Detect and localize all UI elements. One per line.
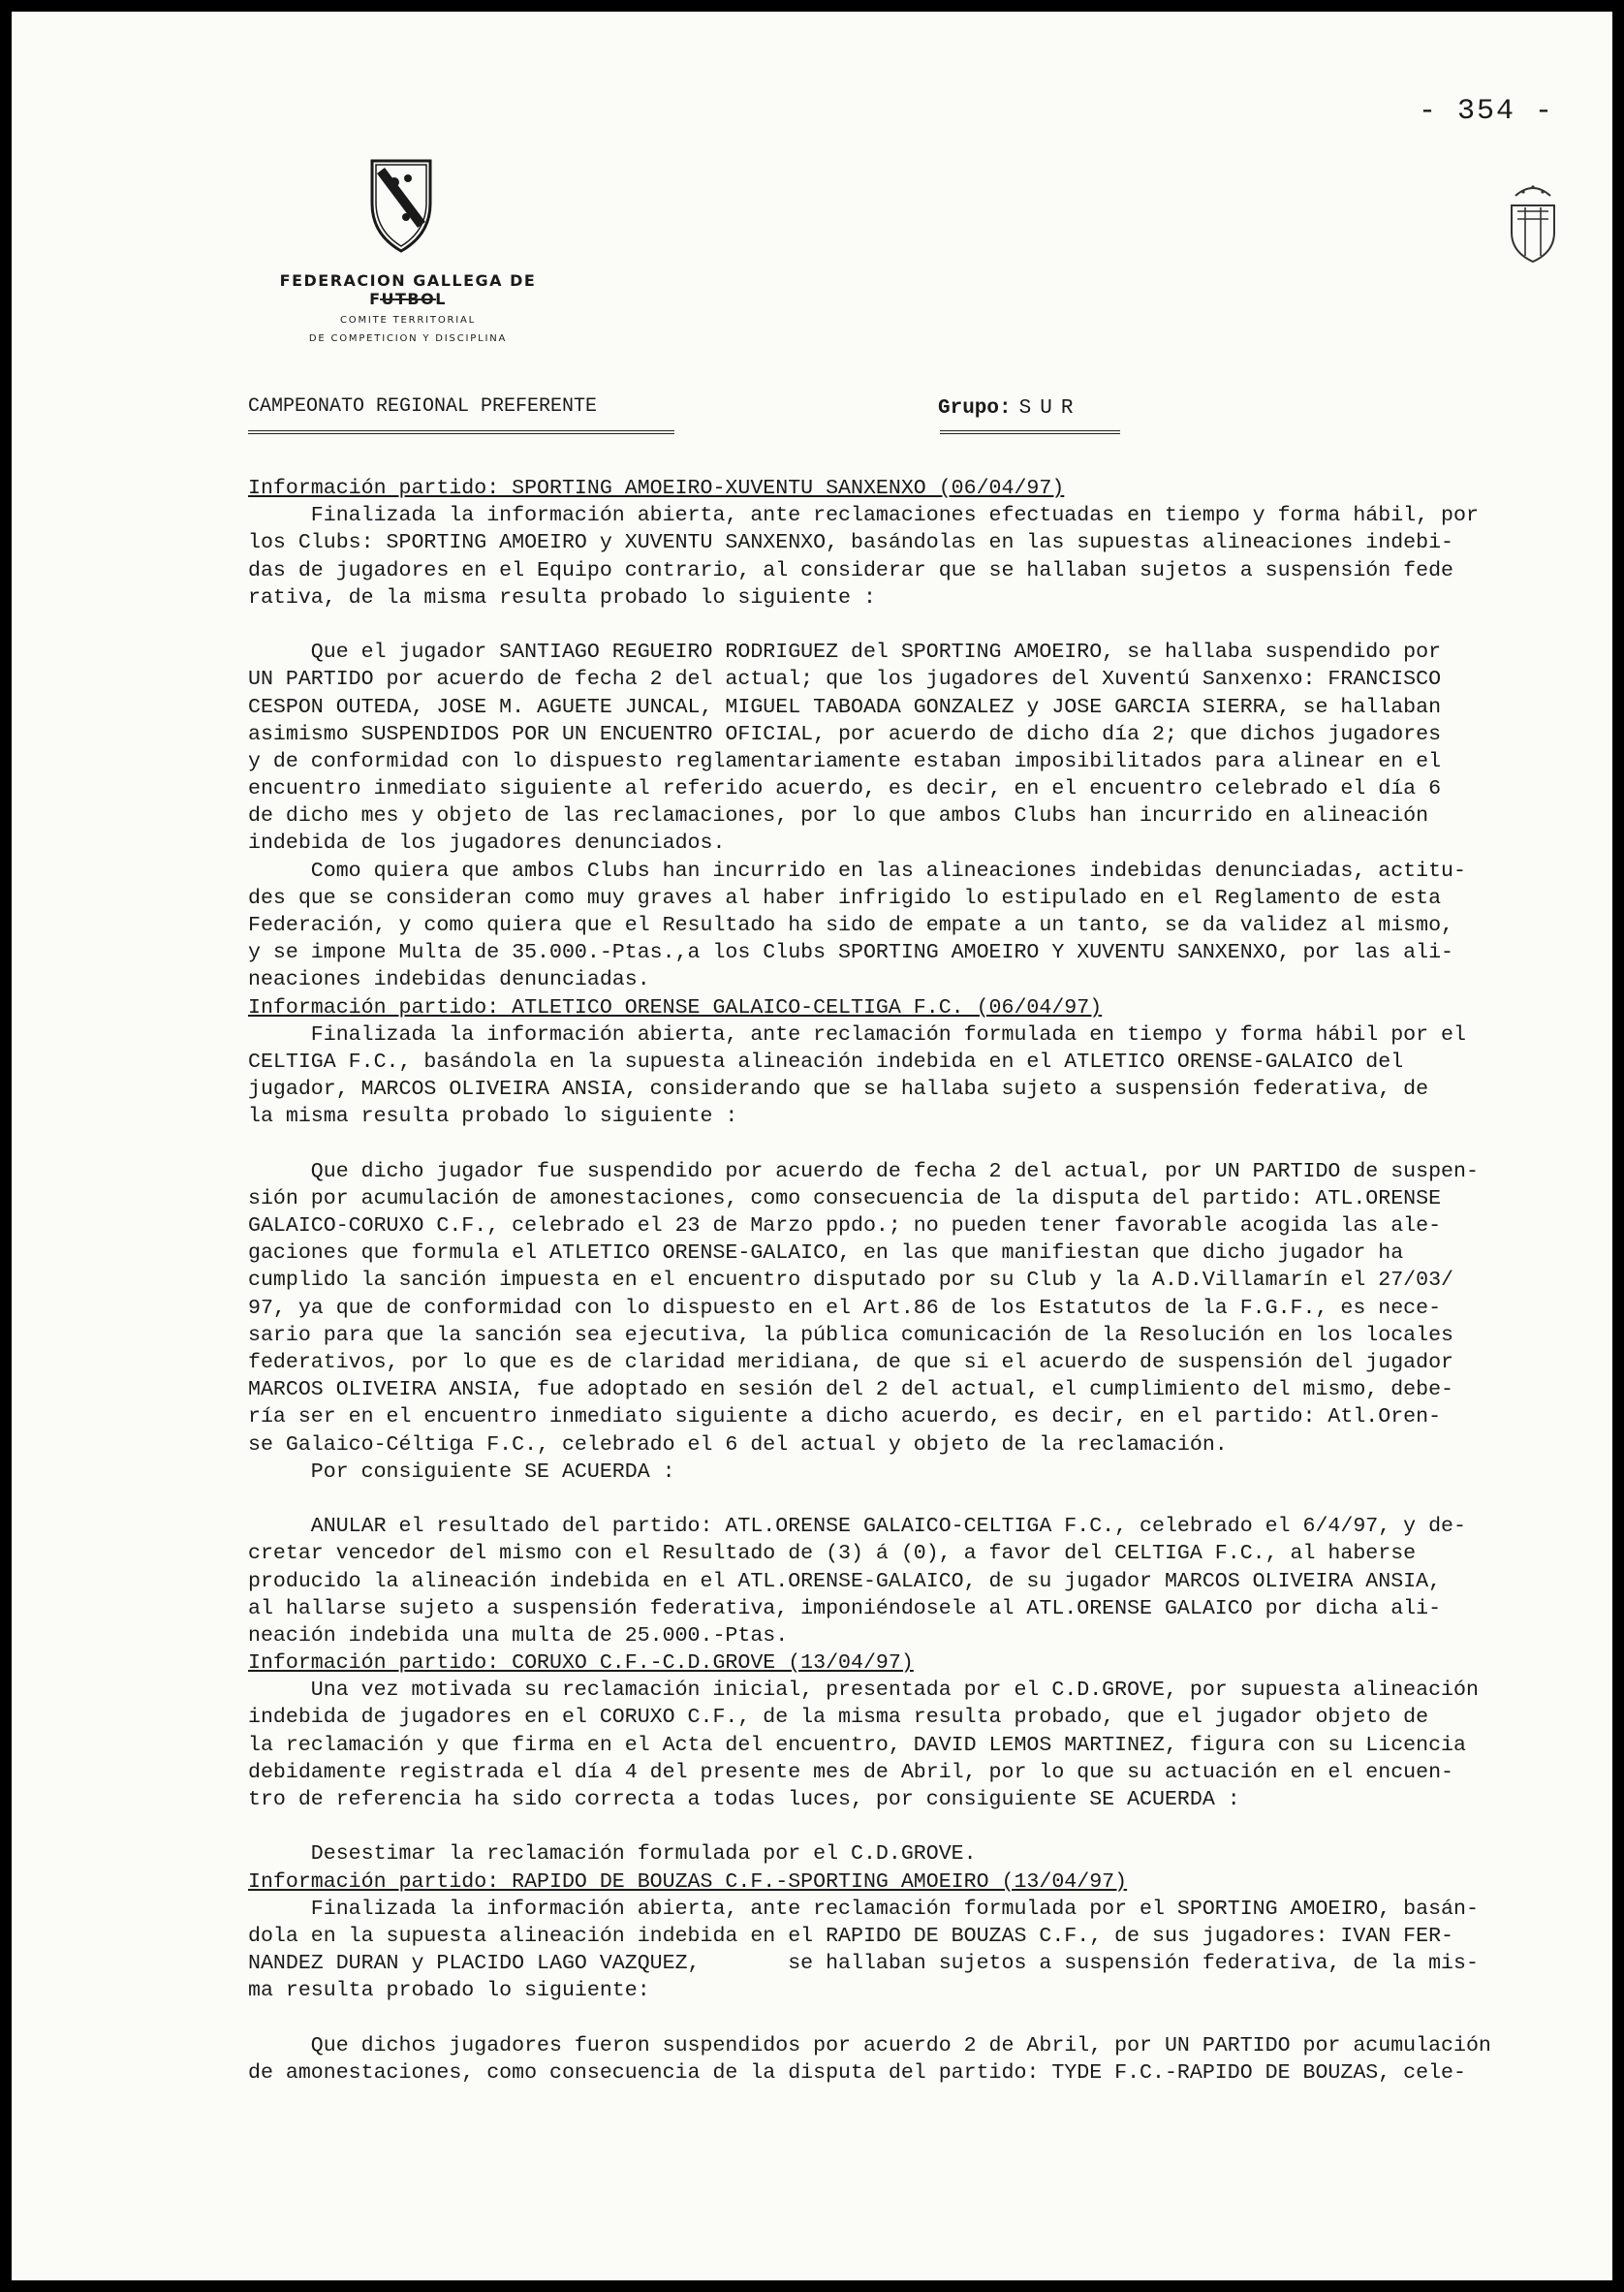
text-line: ANULAR el resultado del partido: ATL.ORENSE GALAICO-CELTIGA F.C., celebrado el 6/4/97, y de- xyxy=(248,1515,1466,1539)
text-line: CESPON OUTEDA, JOSE M. AGUETE JUNCAL, MIGUEL TABOADA GONZALEZ y JOSE GARCIA SIERRA, se hallaban xyxy=(248,695,1442,719)
spanish-federation-crest-icon xyxy=(1504,178,1562,266)
text-line: gaciones que formula el ATLETICO ORENSE-GALAICO, en las que manifiestan que dicho jugador ha xyxy=(248,1241,1404,1266)
text-line: cretar vencedor del mismo con el Resultado de (3) á (0), a favor del CELTIGA F.C., al haberse xyxy=(248,1542,1417,1566)
group-field xyxy=(938,397,1081,420)
text-line: 97, ya que de conformidad con lo dispuesto en el Art.86 de los Estatutos de la F.G.F., es nece- xyxy=(248,1296,1442,1320)
text-line: se Galaico-Céltiga F.C., celebrado el 6 del actual y objeto de la reclamación. xyxy=(248,1432,1228,1457)
group-underline xyxy=(940,430,1120,434)
paragraph-spacer xyxy=(248,612,1576,639)
text-line: GALAICO-CORUXO C.F., celebrado el 23 de Marzo ppdo.; no pueden tener favorable acogida las ale- xyxy=(248,1214,1442,1239)
text-line: neaciones indebidas denunciadas. xyxy=(248,968,650,992)
text-line: dola en la supuesta alineación indebida en el RAPIDO DE BOUZAS C.F., de sus jugadores: IVAN FER- xyxy=(248,1924,1454,1948)
paragraph-spacer xyxy=(248,1131,1576,1158)
federation-crest-icon xyxy=(367,157,435,254)
page-number: - 354 - xyxy=(1418,95,1554,128)
text-line: producido la alineación indebida en el ATL.ORENSE-GALAICO, de su jugador MARCOS OLIVEIRA ANSIA, xyxy=(248,1569,1442,1593)
text-line: indebida de los jugadores denunciados. xyxy=(248,832,726,856)
text-line: Que el jugador SANTIAGO REGUEIRO RODRIGUEZ del SPORTING AMOEIRO, se hallaba suspendido por xyxy=(248,641,1442,665)
text-line: Finalizada la información abierta, ante reclamación formulada en tiempo y forma hábil por el xyxy=(248,1022,1466,1047)
text-line: Como quiera que ambos Clubs han incurrido en las alineaciones indebidas denunciadas, actitu- xyxy=(248,859,1466,883)
text-line: de amonestaciones, como consecuencia de la disputa del partido: TYDE F.C.-RAPIDO DE BOUZAS, cele- xyxy=(248,2060,1466,2085)
text-line: indebida de jugadores en el CORUXO C.F., de la misma resulta probado, que el jugador objeto de xyxy=(248,1706,1429,1730)
text-line: Finalizada la información abierta, ante reclamación formulada por el SPORTING AMOEIRO, basán- xyxy=(248,1897,1479,1921)
text-line: Finalizada la información abierta, ante reclamaciones efectuadas en tiempo y forma hábil, por xyxy=(248,504,1479,528)
text-line: NANDEZ DURAN y PLACIDO LAGO VAZQUEZ, se hallaban sujetos a suspensión federativa, de la mis- xyxy=(248,1952,1479,1976)
text-line: das de jugadores en el Equipo contrario, al considerar que se hallaban sujetos a suspensión fede xyxy=(248,558,1454,582)
text-line: debidamente registrada el día 4 del presente mes de Abril, por lo que su actuación en el encuen- xyxy=(248,1760,1454,1784)
text-line: des que se consideran como muy graves al haber infrigido lo estipulado en el Reglamento de esta xyxy=(248,886,1442,910)
text-line: y de conformidad con lo dispuesto reglamentariamente estaban imposibilitados para alinear en el xyxy=(248,749,1442,773)
championship-underline xyxy=(248,430,674,434)
committee-line-1: COMITE TERRITORIAL xyxy=(340,315,476,326)
text-line: Una vez motivada su reclamación inicial, presentada por el C.D.GROVE, por supuesta alineación xyxy=(248,1679,1479,1703)
committee-line-2: DE COMPETICION Y DISCIPLINA xyxy=(308,333,508,344)
text-line: ría ser en el encuentro inmediato siguiente a dicho acuerdo, es decir, en el partido: Atl.Oren- xyxy=(248,1405,1442,1429)
header-divider xyxy=(380,298,436,300)
text-line: tro de referencia ha sido correcta a todas luces, por consiguiente SE ACUERDA : xyxy=(248,1788,1240,1811)
text-line: Que dicho jugador fue suspendido por acuerdo de fecha 2 del actual, por UN PARTIDO de suspen- xyxy=(248,1159,1479,1183)
text-line: rativa, de la misma resulta probado lo siguiente : xyxy=(248,585,876,610)
section-heading: Información partido: RAPIDO DE BOUZAS C.F.-SPORTING AMOEIRO (13/04/97) xyxy=(248,1869,1128,1894)
text-line: Por consiguiente SE ACUERDA : xyxy=(248,1460,675,1484)
text-line: jugador, MARCOS OLIVEIRA ANSIA, considerando que se hallaba sujeto a suspensión federativa, de xyxy=(248,1078,1429,1102)
federation-name: FEDERACION GALLEGA DE FUTBOL xyxy=(279,271,537,308)
section-heading: Información partido: SPORTING AMOEIRO-XUVENTU SANXENXO (06/04/97) xyxy=(248,477,1065,500)
text-line: de dicho mes y objeto de las reclamaciones, por lo que ambos Clubs han incurrido en alineación xyxy=(248,804,1429,829)
championship-title: CAMPEONATO REGIONAL PREFERENTE xyxy=(248,395,598,418)
text-line: cumplido la sanción impuesta en el encuentro disputado por su Club y la A.D.Villamarín el 27/03/ xyxy=(248,1269,1454,1293)
text-line: encuentro inmediato siguiente al referido acuerdo, es decir, en el encuentro celebrado el día 6 xyxy=(248,777,1442,801)
text-line: CELTIGA F.C., basándola en la supuesta alineación indebida en el ATLETICO ORENSE-GALAICO del xyxy=(248,1050,1404,1074)
text-line: los Clubs: SPORTING AMOEIRO y XUVENTU SANXENXO, basándolas en las supuestas alineaciones indebi- xyxy=(248,531,1454,555)
text-line: sario para que la sanción sea ejecutiva, la pública comunicación de la Resolución en los locales xyxy=(248,1323,1454,1347)
paragraph-spacer xyxy=(248,2005,1576,2032)
group-value: SUR xyxy=(1018,397,1082,420)
text-line: federativos, por lo que es de claridad meridiana, de que si el acuerdo de suspensión del jugador xyxy=(248,1351,1454,1374)
text-line: Federación, y como quiera que el Resultado ha sido de empate a un tanto, se da validez al mismo, xyxy=(248,914,1454,937)
group-label: Grupo: xyxy=(938,397,1012,420)
text-line: ma resulta probado lo siguiente: xyxy=(248,1979,650,2003)
text-line: al hallarse sujeto a suspensión federativa, imponiéndosele al ATL.ORENSE GALAICO por dicha ali- xyxy=(248,1596,1442,1620)
document-body xyxy=(248,475,1576,2087)
text-line: UN PARTIDO por acuerdo de fecha 2 del actual; que los jugadores del Xuventú Sanxenxo: FRANCISCO xyxy=(248,668,1442,692)
section-heading: Información partido: ATLETICO ORENSE GALAICO-CELTIGA F.C. (06/04/97) xyxy=(248,995,1103,1020)
text-line: Que dichos jugadores fueron suspendidos por acuerdo 2 de Abril, por UN PARTIDO por acumulación xyxy=(248,2033,1491,2057)
text-line: la misma resulta probado lo siguiente : xyxy=(248,1105,738,1129)
document-page xyxy=(12,12,1612,2280)
section-heading: Información partido: CORUXO C.F.-C.D.GROVE (13/04/97) xyxy=(248,1651,914,1676)
text-line: la reclamación y que firma en el Acta del encuentro, DAVID LEMOS MARTINEZ, figura con su Licencia xyxy=(248,1733,1466,1757)
text-line: asimismo SUSPENDIDOS POR UN ENCUENTRO OFICIAL, por acuerdo de dicho día 2; que dichos jugadores xyxy=(248,722,1442,746)
text-line: sión por acumulación de amonestaciones, como consecuencia de la disputa del partido: ATL.ORENSE xyxy=(248,1186,1442,1210)
text-line: neación indebida una multa de 25.000.-Ptas. xyxy=(248,1623,789,1648)
text-line: MARCOS OLIVEIRA ANSIA, fue adoptado en sesión del 2 del actual, el cumplimiento del mismo, debe- xyxy=(248,1378,1454,1402)
paragraph-spacer xyxy=(248,1486,1576,1513)
text-line: Desestimar la reclamación formulada por el C.D.GROVE. xyxy=(248,1842,977,1867)
text-line: y se impone Multa de 35.000.-Ptas.,a los Clubs SPORTING AMOEIRO Y XUVENTU SANXENXO, por las ali- xyxy=(248,941,1454,965)
paragraph-spacer xyxy=(248,1813,1576,1840)
